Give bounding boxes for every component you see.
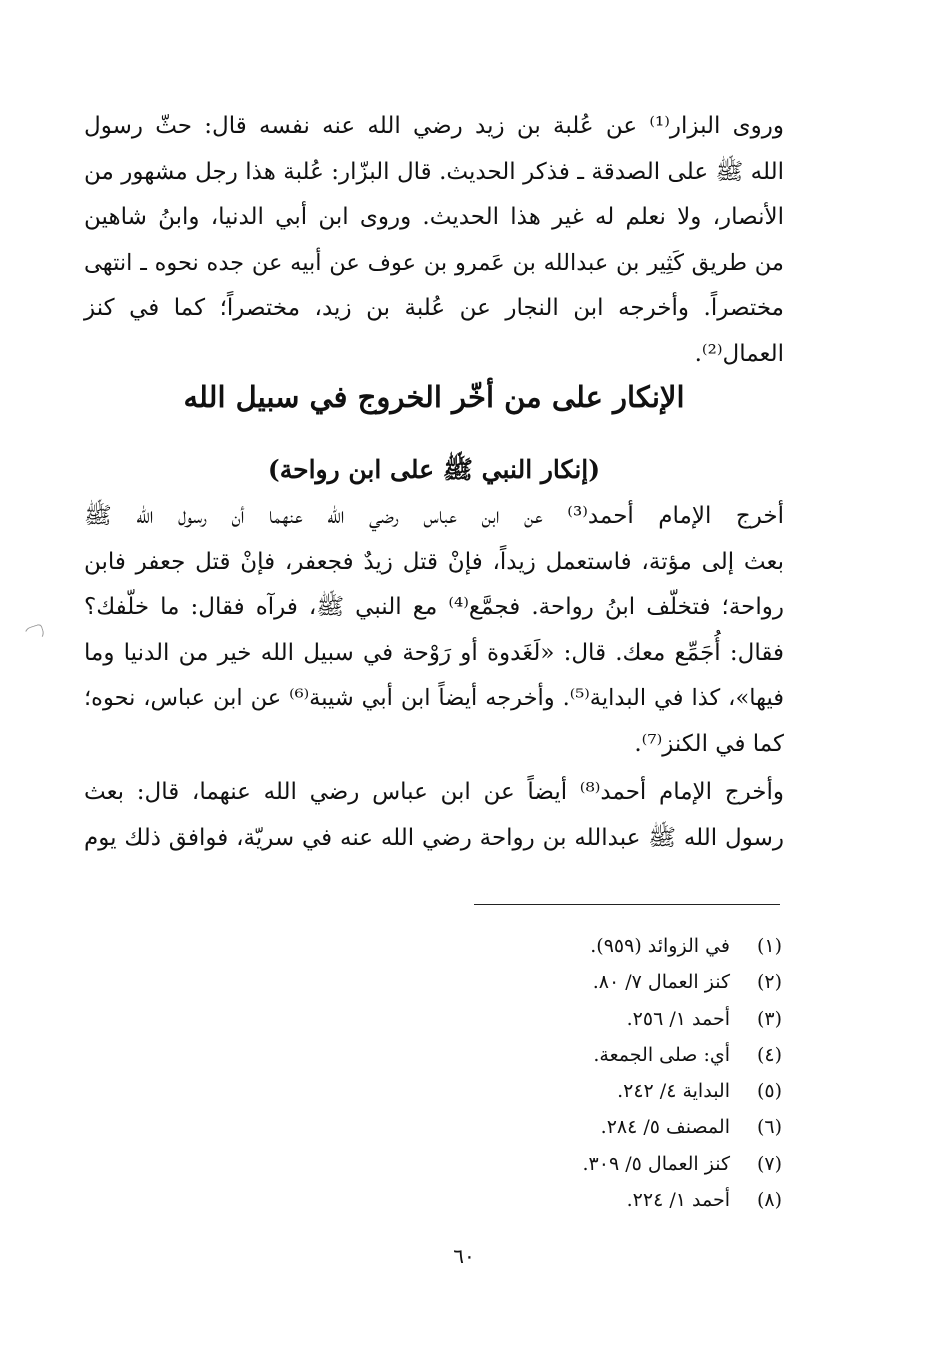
footnote [362, 964, 782, 1000]
paragraph-line: من طريق كَثِير بن عبدالله بن عَمرو بن عوف عن أبيه عن جده نحوه ـ انتهى [84, 249, 784, 276]
footnote-text: في الزوائد (٩٥٩). [590, 935, 730, 957]
paragraph-line: مختصراً. وأخرجه ابن النجار عن عُلبة بن زيد، مختصراً؛ كما في كنز [84, 295, 784, 321]
paragraph-line: وروى البزار⁽¹⁾ عن عُلبة بن زيد رضي الله عنه نفسه قال: حثّ رسول [84, 113, 784, 139]
subsection-heading: (إنكار النبي ﷺ على ابن رواحة) [267, 455, 601, 484]
scan-mark [22, 623, 46, 644]
footnote-number: (٥) [756, 1080, 782, 1103]
footnote-number: (١) [756, 935, 782, 957]
footnote-number: (٦) [756, 1116, 782, 1139]
footnote-number: (٢) [756, 971, 782, 994]
footnote-text: أحمد ١/ ٢٥٦. [626, 1007, 730, 1030]
footnote-divider [474, 904, 780, 905]
footnote-text: أحمد ١/ ٢٢٤. [626, 1189, 730, 1212]
paragraph-line: رسول الله ﷺ عبدالله بن رواحة رضي الله عنه في سريّة، فوافق ذلك يوم [84, 824, 784, 851]
paragraph-line: الأنصار، ولا نعلم له غير هذا الحديث. وروى ابن أبي الدنيا، وابنُ شاهين [84, 204, 784, 230]
footnote [362, 1109, 782, 1145]
footnote-text: المصنف ٥/ ٢٨٤. [600, 1116, 730, 1139]
footnote-text: كنز العمال ٧/ ٨٠. [592, 971, 730, 994]
footnote-text: كنز العمال ٥/ ٣٠٩. [582, 1152, 730, 1175]
paragraph-1 [84, 104, 784, 377]
page-number: ٦٠ [453, 1244, 475, 1268]
footnote [362, 1146, 782, 1182]
footnote [362, 1037, 782, 1073]
paragraph-line: رواحة؛ فتخلّف ابنُ رواحة. فجمَّع⁽⁴⁾ مع النبي ﷺ، فرآه فقال: ما خلّفك؟ [84, 594, 784, 620]
paragraph-line: الله ﷺ على الصدقة ـ فذكر الحديث. قال البزّار: عُلبة هذا رجل مشهور من [84, 158, 784, 185]
footnote-number: (٣) [756, 1007, 782, 1030]
paragraph-line: العمال⁽²⁾. [694, 340, 784, 367]
paragraph-line: فقال: أُجَمِّع معك. قال: «لَغَدوة أو رَوْحة في سبيل الله خير من الدنيا وما [84, 639, 784, 666]
paragraph-line: كما في الكنز⁽⁷⁾. [634, 730, 784, 757]
footnote-text: أي: صلى الجمعة. [593, 1043, 730, 1066]
footnote-text: البداية ٤/ ٢٤٢. [617, 1080, 730, 1103]
footnote [362, 1182, 782, 1218]
footnote-number: (٤) [756, 1043, 782, 1066]
footnote [362, 1001, 782, 1037]
paragraph-2 [84, 494, 784, 767]
paragraph-3 [84, 770, 784, 861]
section-heading: الإنكار على من أخّر الخروج في سبيل الله [183, 380, 685, 414]
footnote-number: (٧) [756, 1152, 782, 1175]
paragraph-line: وأخرج الإمام أحمد⁽⁸⁾ أيضاً عن ابن عباس رضي الله عنهما، قال: بعث [84, 779, 784, 805]
footnote [362, 928, 782, 964]
footnote-number: (٨) [756, 1189, 782, 1212]
paragraph-line: بعث إلى مؤتة، فاستعمل زيداً، فإنْ قتل زيدٌ فجعفر، فإنْ قتل جعفر فابن [84, 548, 784, 575]
paragraph-line: أخرج الإمام أحمد⁽³⁾ عن ابن عباس رضي الله عنهما أن رسول الله ﷺ [84, 503, 785, 529]
footnote [362, 1073, 782, 1109]
footnotes [362, 928, 782, 1218]
paragraph-line: فيها»، كذا في البداية⁽⁵⁾. وأخرجه أيضاً ابن أبي شيبة⁽⁶⁾ عن ابن عباس، نحوه؛ [84, 685, 784, 711]
